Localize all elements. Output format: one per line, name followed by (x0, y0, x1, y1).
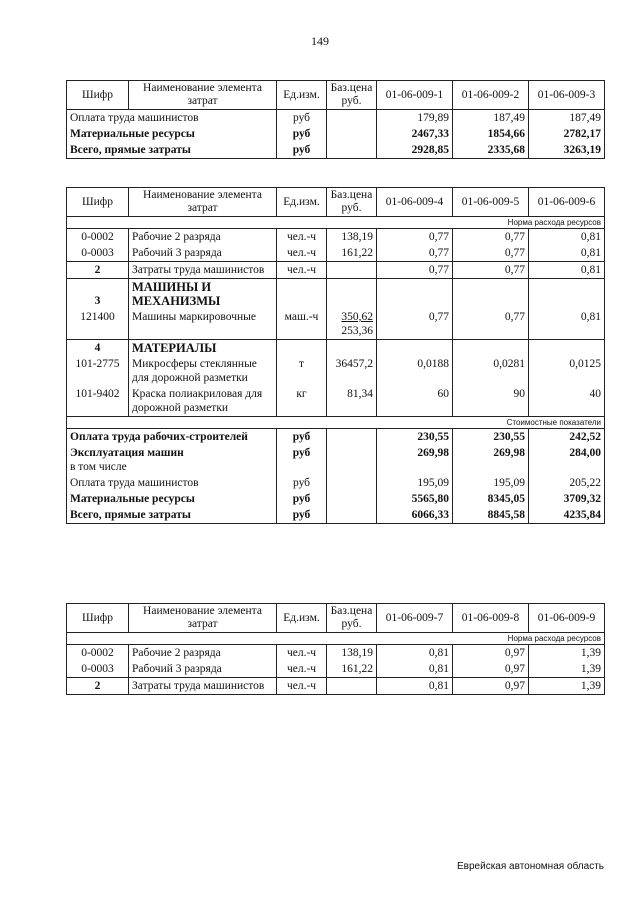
section-code: 3 (67, 279, 129, 310)
header-unit: Ед.изм. (277, 604, 327, 633)
row-code: 101-2775 (67, 356, 129, 386)
row-value: 0,77 (453, 229, 529, 246)
row-price: 161,22 (327, 661, 377, 678)
row-value: 1,39 (529, 661, 605, 678)
row-value: 230,55 (377, 429, 453, 446)
row-unit: чел.-ч (277, 645, 327, 662)
row-value: 0,77 (377, 245, 453, 262)
table-row (67, 661, 605, 678)
header-code-5: 01-06-009-5 (453, 188, 529, 217)
header-unit: Ед.изм. (277, 81, 327, 110)
row-value: 0,81 (377, 645, 453, 662)
row-unit: руб (277, 142, 327, 159)
page-number: 149 (311, 34, 329, 48)
row-unit: руб (277, 507, 327, 524)
row-value: 2782,17 (529, 126, 605, 142)
row-value: 0,0281 (453, 356, 529, 386)
row-value: 8345,05 (453, 491, 529, 507)
table-row (67, 491, 605, 507)
row-value: 6066,33 (377, 507, 453, 524)
row-unit: руб (277, 126, 327, 142)
row-value: 0,81 (529, 245, 605, 262)
header-price: Баз.цена руб. (327, 604, 377, 633)
row-name: Затраты труда машинистов (129, 678, 277, 695)
price-value-operator-wage: 253,36 (341, 325, 373, 337)
row-value: 0,77 (453, 262, 529, 279)
cost-table-3 (66, 603, 605, 695)
row-value: 195,09 (453, 475, 529, 491)
header-price: Баз.цена руб. (327, 188, 377, 217)
table-header-row (67, 81, 605, 110)
table-row (67, 229, 605, 246)
table-row (67, 110, 605, 127)
table-header-row (67, 188, 605, 217)
resource-norm-label: Норма расхода ресурсов (67, 633, 605, 645)
row-name: Машины маркировочные (129, 309, 277, 340)
table-row (67, 262, 605, 279)
row-price: 161,22 (327, 245, 377, 262)
row-name: Микросферы стеклянные для дорожной разметки (129, 356, 277, 386)
row-unit: чел.-ч (277, 262, 327, 279)
row-value: 0,77 (453, 245, 529, 262)
table-row (67, 678, 605, 695)
header-code-4: 01-06-009-4 (377, 188, 453, 217)
row-name: Оплата труда машинистов (67, 475, 277, 491)
header-code-2: 01-06-009-2 (453, 81, 529, 110)
row-name: Рабочий 3 разряда (129, 661, 277, 678)
row-name: Оплата труда машинистов (67, 110, 277, 127)
row-value: 0,77 (453, 309, 529, 340)
row-value: 0,77 (377, 229, 453, 246)
row-name: Рабочие 2 разряда (129, 229, 277, 246)
row-value: 230,55 (453, 429, 529, 446)
row-unit: руб (277, 475, 327, 491)
row-name: Краска полиакриловая для дорожной разметки (129, 386, 277, 417)
row-code: 0-0002 (67, 645, 129, 662)
row-price: 138,19 (327, 229, 377, 246)
table-row (67, 475, 605, 491)
row-code: 101-9402 (67, 386, 129, 417)
row-value: 0,77 (377, 309, 453, 340)
region-footer: Еврейская автономная область (457, 861, 604, 872)
section-code: 4 (67, 340, 129, 357)
row-unit: т (277, 356, 327, 386)
row-price: 36457,2 (327, 356, 377, 386)
header-code-6: 01-06-009-6 (529, 188, 605, 217)
row-value: 0,81 (529, 309, 605, 340)
row-value: 0,0125 (529, 356, 605, 386)
row-unit: чел.-ч (277, 245, 327, 262)
table-row (67, 645, 605, 662)
row-value: 284,00 (529, 445, 605, 475)
table-row (67, 245, 605, 262)
row-name: Затраты труда машинистов (129, 262, 277, 279)
table-row (67, 386, 605, 417)
row-value: 3709,32 (529, 491, 605, 507)
row-value: 60 (377, 386, 453, 417)
table-row (67, 507, 605, 524)
row-name: Рабочий 3 разряда (129, 245, 277, 262)
row-unit: руб (277, 445, 327, 475)
row-value: 195,09 (377, 475, 453, 491)
row-value: 179,89 (377, 110, 453, 127)
table-row (67, 126, 605, 142)
row-value: 5565,80 (377, 491, 453, 507)
row-name-main: Эксплуатация машин (70, 447, 184, 459)
row-value: 0,97 (453, 645, 529, 662)
row-value: 0,81 (377, 661, 453, 678)
cost-indicators-label: Стоимостные показатели (67, 417, 605, 429)
header-code: Шифр (67, 604, 129, 633)
row-name-sub: в том числе (70, 461, 127, 473)
table-header-row (67, 604, 605, 633)
table-row (67, 356, 605, 386)
cost-table-1 (66, 80, 605, 159)
row-value: 1854,66 (453, 126, 529, 142)
row-value: 0,77 (377, 262, 453, 279)
row-value: 187,49 (453, 110, 529, 127)
row-unit: маш.-ч (277, 309, 327, 340)
row-name: Материальные ресурсы (67, 491, 277, 507)
section-row (67, 279, 605, 310)
header-code-9: 01-06-009-9 (529, 604, 605, 633)
header-code: Шифр (67, 81, 129, 110)
row-name: Материальные ресурсы (67, 126, 277, 142)
row-value: 1,39 (529, 645, 605, 662)
row-code: 121400 (67, 309, 129, 340)
row-value: 1,39 (529, 678, 605, 695)
section-title: МАШИНЫ И МЕХАНИЗМЫ (129, 279, 277, 310)
row-name: Рабочие 2 разряда (129, 645, 277, 662)
row-code: 2 (67, 678, 129, 695)
row-unit: чел.-ч (277, 661, 327, 678)
row-value: 269,98 (377, 445, 453, 475)
row-price (327, 309, 377, 340)
row-name: Всего, прямые затраты (67, 142, 277, 159)
resource-norm-label: Норма расхода ресурсов (67, 217, 605, 229)
cost-table-2 (66, 187, 605, 524)
row-price: 81,34 (327, 386, 377, 417)
table-row (67, 429, 605, 446)
cost-indicators-subheader (67, 417, 605, 429)
row-unit: чел.-ч (277, 678, 327, 695)
row-value: 2335,68 (453, 142, 529, 159)
row-unit: чел.-ч (277, 229, 327, 246)
row-name (67, 445, 277, 475)
table-row (67, 142, 605, 159)
row-value: 187,49 (529, 110, 605, 127)
resource-norm-subheader (67, 217, 605, 229)
row-value: 2467,33 (377, 126, 453, 142)
row-unit: руб (277, 429, 327, 446)
header-code: Шифр (67, 188, 129, 217)
header-price: Баз.цена руб. (327, 81, 377, 110)
section-row (67, 340, 605, 357)
row-price: 138,19 (327, 645, 377, 662)
row-value: 0,97 (453, 678, 529, 695)
row-unit: руб (277, 110, 327, 127)
row-value: 3263,19 (529, 142, 605, 159)
row-name: Оплата труда рабочих-строителей (67, 429, 277, 446)
row-value: 0,81 (377, 678, 453, 695)
row-value: 2928,85 (377, 142, 453, 159)
row-value: 40 (529, 386, 605, 417)
row-value: 0,97 (453, 661, 529, 678)
row-value: 4235,84 (529, 507, 605, 524)
row-value: 205,22 (529, 475, 605, 491)
header-code-1: 01-06-009-1 (377, 81, 453, 110)
row-unit: кг (277, 386, 327, 417)
row-code: 0-0002 (67, 229, 129, 246)
row-value: 242,52 (529, 429, 605, 446)
row-value: 8845,58 (453, 507, 529, 524)
row-value: 90 (453, 386, 529, 417)
header-name: Наименование элемента затрат (129, 188, 277, 217)
section-title: МАТЕРИАЛЫ (129, 340, 277, 357)
header-code-8: 01-06-009-8 (453, 604, 529, 633)
price-value: 350,62 (341, 311, 373, 323)
row-name: Всего, прямые затраты (67, 507, 277, 524)
row-code: 0-0003 (67, 661, 129, 678)
row-value: 269,98 (453, 445, 529, 475)
table-row (67, 309, 605, 340)
header-unit: Ед.изм. (277, 188, 327, 217)
header-code-7: 01-06-009-7 (377, 604, 453, 633)
row-value: 0,0188 (377, 356, 453, 386)
row-value: 0,81 (529, 262, 605, 279)
row-code: 0-0003 (67, 245, 129, 262)
header-code-3: 01-06-009-3 (529, 81, 605, 110)
table-row (67, 445, 605, 475)
row-value: 0,81 (529, 229, 605, 246)
header-name: Наименование элемента затрат (129, 604, 277, 633)
resource-norm-subheader (67, 633, 605, 645)
row-unit: руб (277, 491, 327, 507)
header-name: Наименование элемента затрат (129, 81, 277, 110)
row-code: 2 (67, 262, 129, 279)
